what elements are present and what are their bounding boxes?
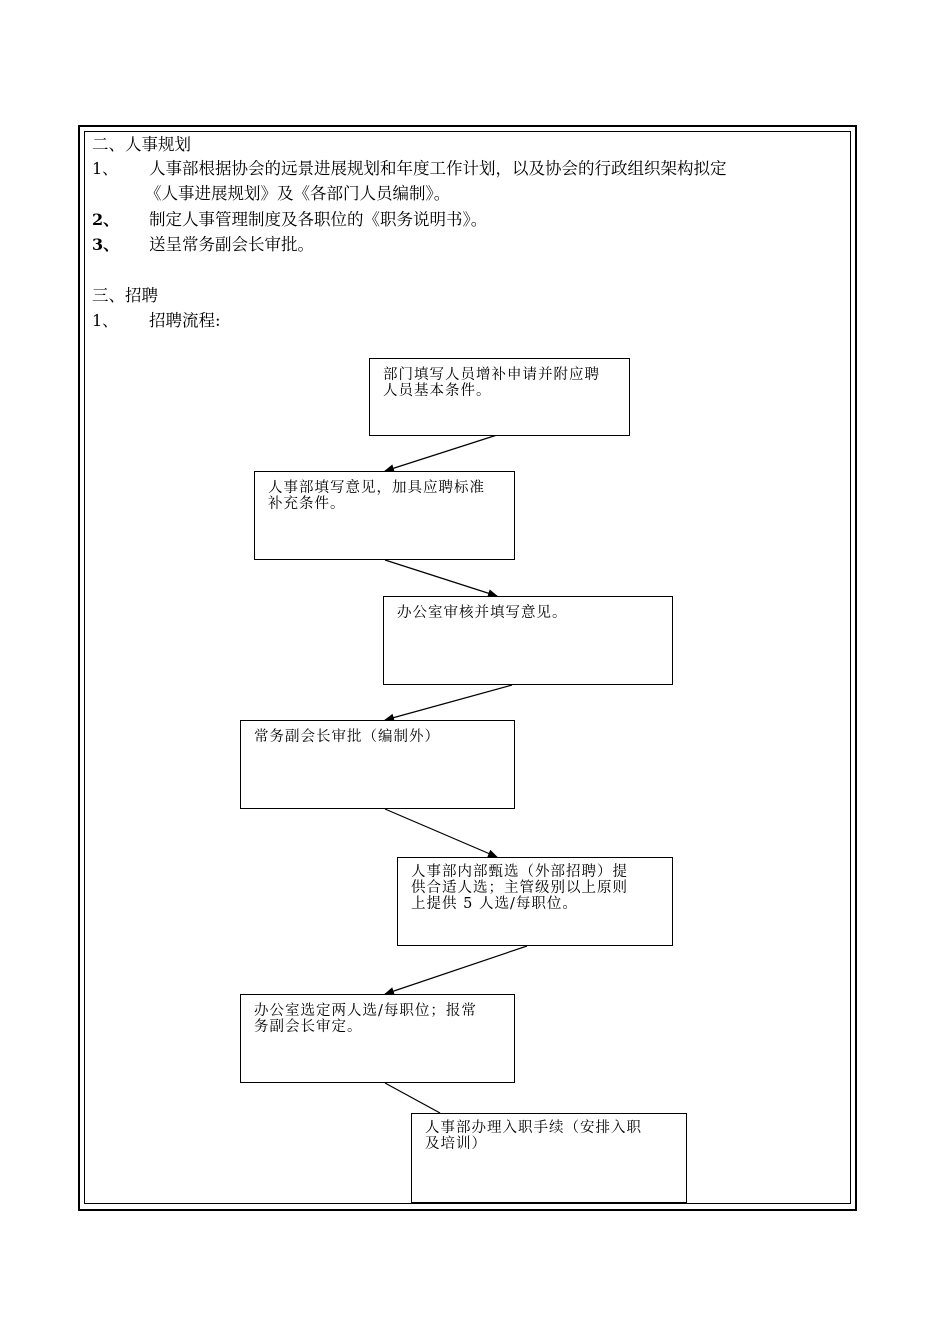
flow-step-3-box: [383, 596, 673, 685]
item-3-number: 3、: [92, 235, 120, 254]
recruit-item-1-number: 1、: [92, 311, 119, 330]
item-1-number: 1、: [92, 159, 119, 178]
arrow-step4-to-step5: [385, 809, 497, 857]
flow-step-6-line1: 办公室选定两人选/每职位；报常: [254, 1003, 477, 1019]
flow-step-5-box: [397, 857, 673, 946]
flow-step-1-line2: 人员基本条件。: [383, 383, 492, 399]
flow-step-4-line1: 常务副会长审批（编制外）: [254, 729, 440, 745]
flow-step-2-line1: 人事部填写意见，加具应聘标准: [268, 480, 485, 496]
arrow-step1-to-step2: [385, 435, 497, 471]
flow-step-3-line1: 办公室审核并填写意见。: [397, 605, 568, 621]
item-2-number: 2、: [92, 210, 120, 229]
flow-step-6-line2: 务副会长审定。: [254, 1019, 363, 1035]
arrow-step2-to-step3: [385, 560, 497, 596]
recruit-item-1-text: 招聘流程:: [149, 311, 221, 330]
section-3-heading: 三、招聘: [92, 286, 158, 305]
flow-step-2-box: [254, 471, 515, 560]
arrow-step5-to-step6: [385, 946, 527, 994]
flow-step-1-box: [369, 358, 630, 436]
flow-step-7-box: [411, 1113, 687, 1203]
flow-step-5-line1: 人事部内部甄选（外部招聘）提: [411, 864, 628, 880]
item-1-text-line2: 《人事进展规划》及《各部门人员编制》。: [145, 184, 451, 203]
flow-step-5-line3: 上提供 5 人选/每职位。: [411, 896, 578, 912]
flow-step-7-line2: 及培训）: [425, 1136, 487, 1152]
item-3-text: 送呈常务副会长审批。: [149, 235, 314, 254]
flow-step-7-line1: 人事部办理入职手续（安排入职: [425, 1120, 642, 1136]
item-1-text-line1: 人事部根据协会的远景进展规划和年度工作计划，以及协会的行政组织架构拟定: [149, 159, 727, 178]
flow-step-6-box: [240, 994, 515, 1083]
flow-step-1-line1: 部门填写人员增补申请并附应聘: [383, 367, 600, 383]
section-2-heading: 二、人事规划: [92, 135, 191, 154]
item-2-text: 制定人事管理制度及各职位的《职务说明书》。: [149, 210, 488, 229]
flow-step-4-box: [240, 720, 515, 809]
flow-step-2-line2: 补充条件。: [268, 496, 346, 512]
connector-step6-to-step7: [385, 1083, 440, 1113]
arrow-step3-to-step4: [385, 685, 512, 720]
flow-step-5-line2: 供合适人选；主管级别以上原则: [411, 880, 628, 896]
